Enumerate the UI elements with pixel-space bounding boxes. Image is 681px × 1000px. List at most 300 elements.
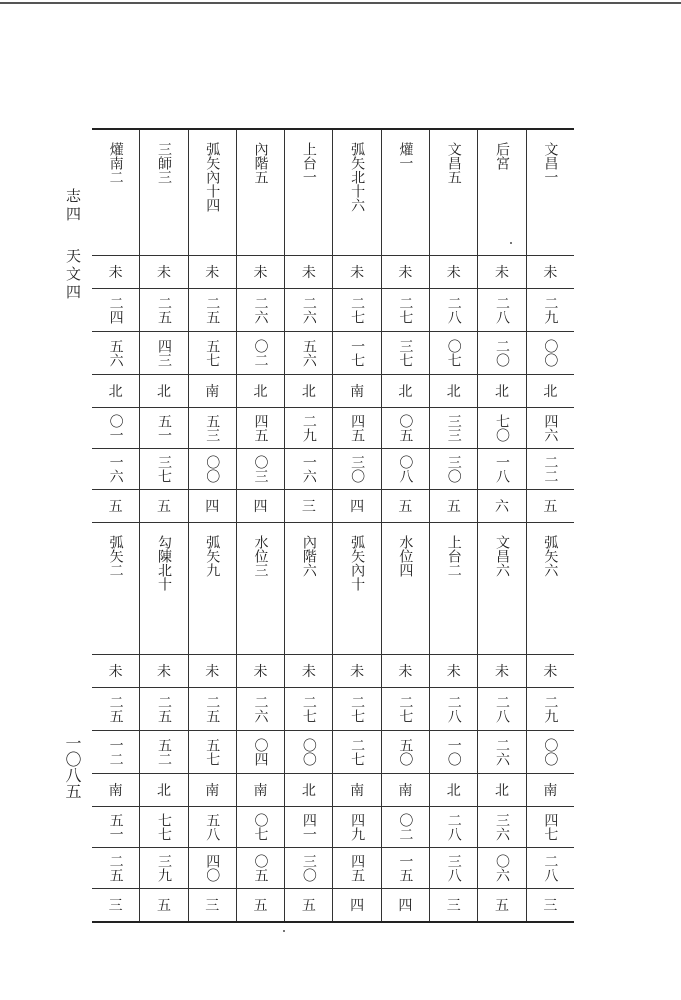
value-cell xyxy=(92,774,139,807)
value-cell-text: 南 xyxy=(350,384,365,400)
value-cell xyxy=(92,375,139,408)
value-cell-text: 五一 xyxy=(107,813,124,841)
value-cell xyxy=(92,449,139,490)
value-cell-text: 五 xyxy=(446,499,461,515)
star-name xyxy=(333,523,380,655)
value-cell-text: 北 xyxy=(156,783,171,799)
value-cell xyxy=(285,655,332,688)
value-cell-text: 二六 xyxy=(252,695,269,723)
value-cell xyxy=(285,889,332,921)
value-cell-text: 北 xyxy=(446,384,461,400)
value-cell-text: 三三 xyxy=(445,414,462,442)
star-name-text: 弧矢六 xyxy=(542,535,559,577)
top-rule xyxy=(0,2,681,4)
star-name-text: 水位四 xyxy=(397,535,414,577)
value-cell xyxy=(237,807,284,848)
value-cell xyxy=(189,332,236,375)
value-cell-text: 五 xyxy=(108,499,123,515)
value-cell-text: 北 xyxy=(301,783,316,799)
value-cell-text: 未 xyxy=(398,664,413,680)
value-cell-text: 二五 xyxy=(155,296,172,324)
value-cell xyxy=(333,889,380,921)
star-name-text: 上台二 xyxy=(445,535,462,577)
value-cell-text: 二四 xyxy=(107,296,124,324)
value-cell xyxy=(237,375,284,408)
value-cell xyxy=(140,655,187,688)
value-cell-text: 未 xyxy=(446,265,461,281)
value-cell xyxy=(237,889,284,921)
value-cell-text: 未 xyxy=(156,664,171,680)
value-cell xyxy=(478,774,525,807)
value-cell-text: 一八 xyxy=(494,455,511,483)
value-cell xyxy=(478,889,525,921)
value-cell-text: 四 xyxy=(253,499,268,515)
value-cell-text: 二八 xyxy=(445,695,462,723)
value-cell-text: 四三 xyxy=(155,339,172,367)
value-cell-text: 三 xyxy=(205,898,220,914)
value-cell-text: 北 xyxy=(398,384,413,400)
value-cell xyxy=(333,731,380,774)
value-cell xyxy=(285,688,332,731)
value-cell-text: 五 xyxy=(543,499,558,515)
value-cell-text: 二六 xyxy=(252,296,269,324)
value-cell xyxy=(140,449,187,490)
value-cell-text: 四一 xyxy=(300,813,317,841)
value-cell xyxy=(527,731,574,774)
value-cell-text: 〇七 xyxy=(252,813,269,841)
value-cell-text: 北 xyxy=(253,384,268,400)
table-column xyxy=(527,130,574,921)
value-cell xyxy=(430,889,477,921)
value-cell xyxy=(527,688,574,731)
value-cell-text: 〇五 xyxy=(252,854,269,882)
star-name xyxy=(478,130,525,256)
value-cell xyxy=(382,375,429,408)
value-cell xyxy=(527,889,574,921)
value-cell xyxy=(478,807,525,848)
value-cell xyxy=(382,688,429,731)
value-cell-text: 五八 xyxy=(204,813,221,841)
value-cell xyxy=(92,408,139,449)
value-cell-text: 未 xyxy=(108,664,123,680)
value-cell-text: 五 xyxy=(253,898,268,914)
value-cell xyxy=(285,256,332,289)
table-columns xyxy=(92,128,574,923)
value-cell xyxy=(527,375,574,408)
section-label: 天文四 xyxy=(64,248,82,302)
value-cell-text: 未 xyxy=(205,265,220,281)
star-name-text: 后宮 xyxy=(494,142,511,170)
star-name xyxy=(333,130,380,256)
value-cell xyxy=(382,807,429,848)
value-cell-text: 未 xyxy=(253,664,268,680)
value-cell-text: 三七 xyxy=(397,339,414,367)
star-name-text: 爟南二 xyxy=(107,142,124,184)
value-cell-text: 二七 xyxy=(300,695,317,723)
value-cell xyxy=(527,655,574,688)
value-cell xyxy=(527,332,574,375)
value-cell-text: 二八 xyxy=(445,296,462,324)
value-cell-text: 〇〇 xyxy=(542,738,559,766)
value-cell xyxy=(189,408,236,449)
value-cell xyxy=(140,774,187,807)
value-cell-text: 二七 xyxy=(397,296,414,324)
star-name xyxy=(527,523,574,655)
value-cell xyxy=(189,848,236,889)
value-cell-text: 五六 xyxy=(107,339,124,367)
value-cell xyxy=(333,256,380,289)
value-cell xyxy=(527,449,574,490)
value-cell xyxy=(92,807,139,848)
value-cell xyxy=(140,889,187,921)
value-cell-text: 未 xyxy=(301,664,316,680)
star-name-text: 弧矢二 xyxy=(107,535,124,577)
value-cell-text: 二〇 xyxy=(494,339,511,367)
value-cell-text: 四七 xyxy=(542,813,559,841)
value-cell-text: 三 xyxy=(543,898,558,914)
value-cell xyxy=(92,289,139,332)
star-name-text: 三師三 xyxy=(155,142,172,184)
value-cell xyxy=(430,655,477,688)
value-cell xyxy=(382,731,429,774)
value-cell xyxy=(140,848,187,889)
value-cell-text: 二九 xyxy=(300,414,317,442)
value-cell-text: 三 xyxy=(446,898,461,914)
value-cell xyxy=(527,807,574,848)
value-cell-text: 二九 xyxy=(542,296,559,324)
value-cell xyxy=(189,449,236,490)
value-cell-text: 南 xyxy=(350,783,365,799)
value-cell-text: 四 xyxy=(205,499,220,515)
table-column xyxy=(430,130,478,921)
value-cell xyxy=(333,289,380,332)
value-cell xyxy=(382,332,429,375)
value-cell-text: 一五 xyxy=(397,854,414,882)
value-cell-text: 七七 xyxy=(155,813,172,841)
value-cell-text: 北 xyxy=(301,384,316,400)
value-cell xyxy=(527,289,574,332)
star-name xyxy=(430,523,477,655)
star-name xyxy=(285,523,332,655)
value-cell xyxy=(333,332,380,375)
value-cell xyxy=(382,289,429,332)
value-cell-text: 二八 xyxy=(494,296,511,324)
star-name-text: 勾陳北十 xyxy=(155,535,172,591)
value-cell xyxy=(237,256,284,289)
value-cell-text: 五七 xyxy=(204,339,221,367)
value-cell xyxy=(140,375,187,408)
value-cell-text: 一六 xyxy=(300,455,317,483)
value-cell-text: 五 xyxy=(495,898,510,914)
print-speck xyxy=(510,242,512,244)
star-name xyxy=(527,130,574,256)
value-cell-text: 北 xyxy=(543,384,558,400)
table-column xyxy=(140,130,188,921)
value-cell xyxy=(527,490,574,523)
value-cell xyxy=(189,774,236,807)
value-cell xyxy=(527,848,574,889)
star-name-text: 弧矢九 xyxy=(204,535,221,577)
value-cell xyxy=(285,408,332,449)
value-cell xyxy=(333,807,380,848)
value-cell xyxy=(140,408,187,449)
value-cell xyxy=(478,490,525,523)
value-cell xyxy=(333,688,380,731)
value-cell-text: 北 xyxy=(156,384,171,400)
value-cell xyxy=(189,490,236,523)
value-cell-text: 三六 xyxy=(494,813,511,841)
value-cell xyxy=(237,688,284,731)
value-cell-text: 〇四 xyxy=(252,738,269,766)
value-cell xyxy=(478,731,525,774)
value-cell-text: 二五 xyxy=(204,695,221,723)
value-cell xyxy=(285,449,332,490)
value-cell-text: 〇二 xyxy=(397,813,414,841)
value-cell xyxy=(382,490,429,523)
value-cell xyxy=(430,332,477,375)
value-cell-text: 〇三 xyxy=(252,455,269,483)
value-cell xyxy=(430,289,477,332)
value-cell-text: 一六 xyxy=(107,455,124,483)
value-cell-text: 五七 xyxy=(204,738,221,766)
value-cell-text: 未 xyxy=(543,265,558,281)
star-name-text: 上台一 xyxy=(300,142,317,184)
value-cell-text: 三八 xyxy=(445,854,462,882)
table-column xyxy=(237,130,285,921)
value-cell-text: 五三 xyxy=(204,414,221,442)
value-cell xyxy=(478,256,525,289)
star-name-text: 弧矢北十六 xyxy=(349,142,366,212)
value-cell xyxy=(382,655,429,688)
value-cell-text: 〇二 xyxy=(252,339,269,367)
star-name-text: 文昌五 xyxy=(445,142,462,184)
value-cell-text: 二八 xyxy=(494,695,511,723)
value-cell xyxy=(382,256,429,289)
value-cell xyxy=(237,655,284,688)
table-column xyxy=(189,130,237,921)
value-cell xyxy=(285,774,332,807)
value-cell-text: 四六 xyxy=(542,414,559,442)
star-name xyxy=(237,130,284,256)
value-cell xyxy=(527,774,574,807)
value-cell xyxy=(333,655,380,688)
value-cell xyxy=(237,490,284,523)
star-name xyxy=(140,523,187,655)
value-cell-text: 四 xyxy=(350,499,365,515)
value-cell xyxy=(285,807,332,848)
value-cell xyxy=(92,889,139,921)
value-cell xyxy=(382,774,429,807)
star-name-text: 水位三 xyxy=(252,535,269,577)
value-cell-text: 二五 xyxy=(107,854,124,882)
value-cell xyxy=(478,655,525,688)
value-cell-text: 未 xyxy=(156,265,171,281)
value-cell xyxy=(285,731,332,774)
value-cell xyxy=(478,289,525,332)
value-cell-text: 五六 xyxy=(300,339,317,367)
table-column xyxy=(478,130,526,921)
value-cell xyxy=(92,655,139,688)
star-name-text: 爟一 xyxy=(397,142,414,170)
value-cell xyxy=(189,655,236,688)
star-name xyxy=(189,523,236,655)
value-cell-text: 南 xyxy=(253,783,268,799)
value-cell xyxy=(189,256,236,289)
value-cell-text: 南 xyxy=(205,783,220,799)
value-cell-text: 三〇 xyxy=(300,854,317,882)
value-cell xyxy=(189,889,236,921)
value-cell xyxy=(92,332,139,375)
value-cell-text: 四〇 xyxy=(204,854,221,882)
value-cell-text: 北 xyxy=(446,783,461,799)
value-cell-text: 二五 xyxy=(155,695,172,723)
value-cell-text: 二六 xyxy=(300,296,317,324)
value-cell xyxy=(478,408,525,449)
value-cell xyxy=(140,289,187,332)
value-cell xyxy=(237,408,284,449)
value-cell xyxy=(478,449,525,490)
value-cell xyxy=(430,848,477,889)
star-name xyxy=(285,130,332,256)
value-cell xyxy=(333,408,380,449)
value-cell xyxy=(92,731,139,774)
value-cell-text: 二二 xyxy=(542,455,559,483)
value-cell-text: 未 xyxy=(446,664,461,680)
star-name xyxy=(237,523,284,655)
value-cell-text: 七〇 xyxy=(494,414,511,442)
value-cell-text: 一二 xyxy=(107,738,124,766)
value-cell-text: 二七 xyxy=(349,296,366,324)
value-cell-text: 未 xyxy=(543,664,558,680)
value-cell-text: 未 xyxy=(253,265,268,281)
value-cell-text: 南 xyxy=(398,783,413,799)
value-cell-text: 〇七 xyxy=(445,339,462,367)
star-name xyxy=(478,523,525,655)
value-cell xyxy=(237,731,284,774)
value-cell xyxy=(382,449,429,490)
table-column xyxy=(382,130,430,921)
value-cell-text: 二五 xyxy=(204,296,221,324)
value-cell-text: 南 xyxy=(543,783,558,799)
value-cell-text: 五 xyxy=(301,898,316,914)
value-cell xyxy=(189,731,236,774)
value-cell xyxy=(140,807,187,848)
star-name xyxy=(140,130,187,256)
value-cell xyxy=(285,375,332,408)
value-cell-text: 二九 xyxy=(542,695,559,723)
value-cell-text: 未 xyxy=(205,664,220,680)
value-cell xyxy=(189,375,236,408)
value-cell-text: 北 xyxy=(495,384,510,400)
value-cell-text: 未 xyxy=(350,664,365,680)
value-cell-text: 四五 xyxy=(349,854,366,882)
value-cell-text: 〇一 xyxy=(107,414,124,442)
value-cell-text: 六 xyxy=(495,499,510,515)
value-cell-text: 三〇 xyxy=(445,455,462,483)
star-name-text: 內階五 xyxy=(252,142,269,184)
value-cell-text: 未 xyxy=(350,265,365,281)
value-cell-text: 〇五 xyxy=(397,414,414,442)
value-cell xyxy=(237,774,284,807)
value-cell-text: 未 xyxy=(301,265,316,281)
star-name-text: 弧矢內十 xyxy=(349,535,366,591)
star-name xyxy=(189,130,236,256)
value-cell-text: 〇六 xyxy=(494,854,511,882)
value-cell-text: 四五 xyxy=(252,414,269,442)
value-cell-text: 五〇 xyxy=(397,738,414,766)
value-cell xyxy=(285,490,332,523)
value-cell-text: 北 xyxy=(108,384,123,400)
print-speck xyxy=(283,930,285,932)
value-cell xyxy=(285,289,332,332)
value-cell-text: 五一 xyxy=(155,414,172,442)
star-name-text: 文昌一 xyxy=(542,142,559,184)
value-cell-text: 三 xyxy=(108,898,123,914)
value-cell-text: 二七 xyxy=(397,695,414,723)
value-cell-text: 未 xyxy=(495,265,510,281)
value-cell-text: 未 xyxy=(398,265,413,281)
value-cell xyxy=(189,688,236,731)
value-cell xyxy=(92,490,139,523)
value-cell-text: 〇八 xyxy=(397,455,414,483)
value-cell-text: 五 xyxy=(398,499,413,515)
chapter-label: 志四 xyxy=(64,188,82,224)
value-cell-text: 〇〇 xyxy=(204,455,221,483)
page-number: 一〇八五 xyxy=(63,735,82,799)
value-cell-text: 三九 xyxy=(155,854,172,882)
value-cell-text: 二八 xyxy=(445,813,462,841)
value-cell xyxy=(285,332,332,375)
value-cell-text: 北 xyxy=(495,783,510,799)
value-cell-text: 南 xyxy=(108,783,123,799)
value-cell xyxy=(333,774,380,807)
value-cell xyxy=(237,332,284,375)
value-cell xyxy=(478,375,525,408)
value-cell xyxy=(527,408,574,449)
value-cell-text: 三七 xyxy=(155,455,172,483)
value-cell xyxy=(237,449,284,490)
star-table xyxy=(92,128,574,923)
value-cell-text: 〇〇 xyxy=(542,339,559,367)
value-cell xyxy=(333,490,380,523)
value-cell-text: 一〇 xyxy=(445,738,462,766)
value-cell-text: 三 xyxy=(301,499,316,515)
value-cell-text: 四 xyxy=(350,898,365,914)
value-cell-text: 南 xyxy=(205,384,220,400)
value-cell-text: 未 xyxy=(495,664,510,680)
value-cell xyxy=(237,289,284,332)
value-cell xyxy=(140,731,187,774)
star-name-text: 內階六 xyxy=(300,535,317,577)
value-cell xyxy=(430,731,477,774)
value-cell xyxy=(92,688,139,731)
value-cell-text: 五二 xyxy=(155,738,172,766)
value-cell-text: 〇〇 xyxy=(300,738,317,766)
value-cell-text: 二六 xyxy=(494,738,511,766)
value-cell xyxy=(430,256,477,289)
value-cell xyxy=(478,688,525,731)
value-cell-text: 未 xyxy=(108,265,123,281)
value-cell xyxy=(189,289,236,332)
value-cell xyxy=(285,848,332,889)
star-name xyxy=(382,523,429,655)
value-cell xyxy=(140,490,187,523)
value-cell xyxy=(478,848,525,889)
value-cell-text: 四九 xyxy=(349,813,366,841)
star-name-text: 文昌六 xyxy=(494,535,511,577)
table-column xyxy=(333,130,381,921)
value-cell-text: 四五 xyxy=(349,414,366,442)
